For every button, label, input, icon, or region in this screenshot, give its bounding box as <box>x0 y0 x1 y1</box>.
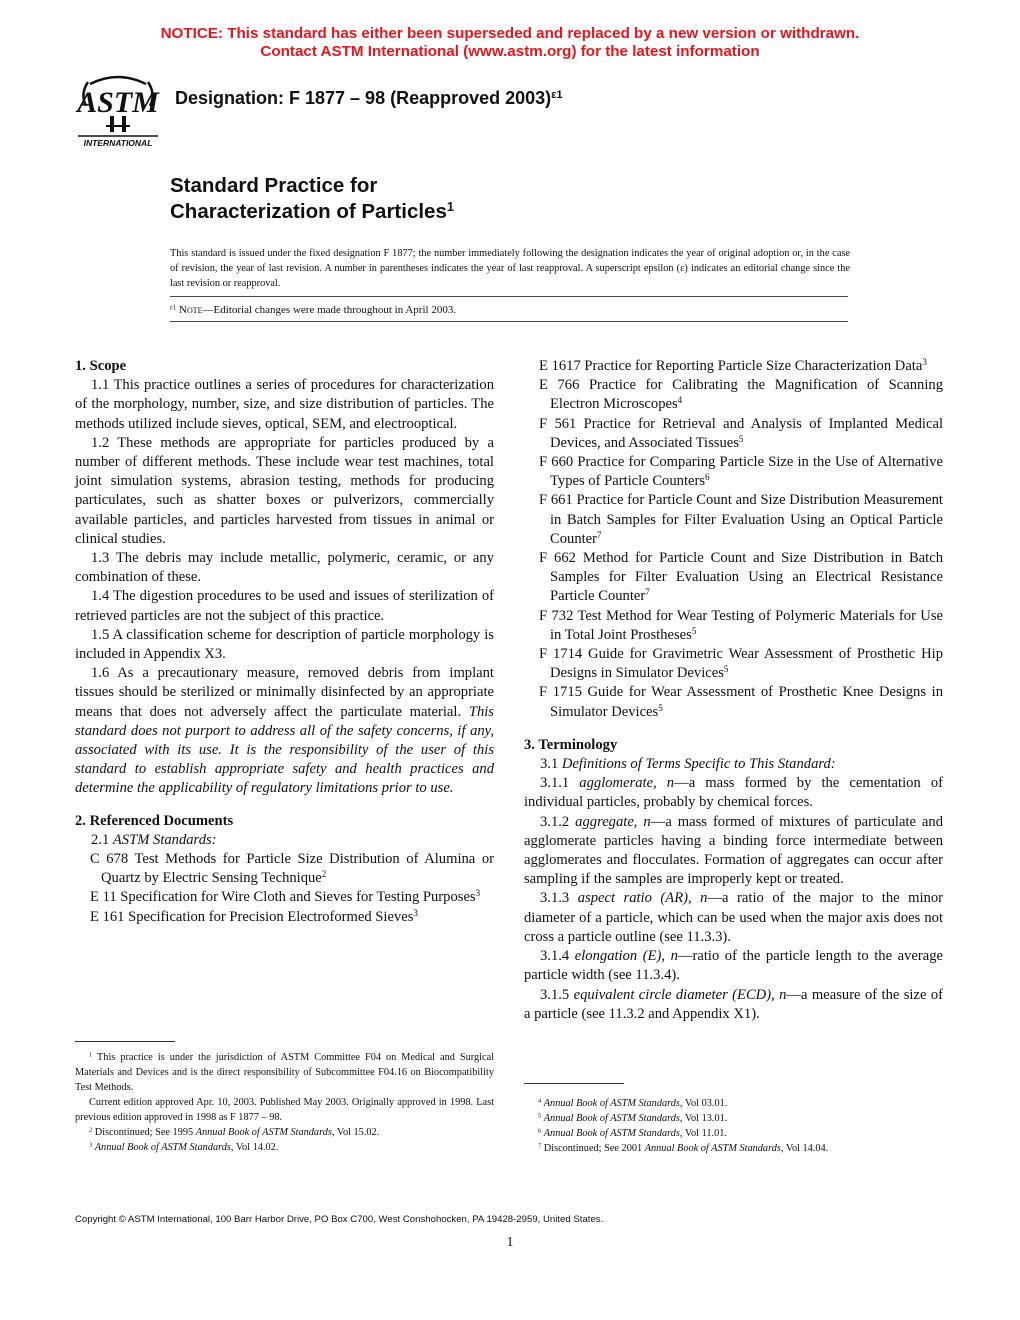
logo-letters: ASTM <box>77 86 159 119</box>
reference-e766-sup: 4 <box>677 395 683 406</box>
reference-f1715-sup: 5 <box>658 702 663 713</box>
definition-num: 3.1.1 <box>540 775 580 792</box>
paragraph-3-1-num: 3.1 <box>540 756 562 773</box>
notice-line-1: NOTICE: This standard has either been superseded and replaced by a new version or withdrawn. <box>160 25 860 42</box>
definition-text: —a mass formed of mixtures of particulate and agglomerate particles having a binding force intermediate between agglomerates and flocculates. Formation of aggregates can occur after sampling if the samples are improperly kept or treated. <box>524 813 943 888</box>
reference-f561-text: F 561 Practice for Retrieval and Analysis of Implanted Medical Devices, and Associated Tissues <box>539 415 943 451</box>
paragraph-2-1-num: 2.1 <box>91 831 113 848</box>
footnote-6 <box>524 1126 943 1141</box>
reference-f561-sup: 5 <box>738 433 744 444</box>
reference-c678 <box>90 850 494 888</box>
definition-agglomerate <box>524 774 943 812</box>
definition-num: 3.1.5 <box>540 986 574 1003</box>
definition-term: aggregate, n <box>575 813 651 830</box>
footnote-7 <box>524 1141 943 1156</box>
title-sup: 1 <box>446 199 454 215</box>
copyright: Copyright © ASTM International, 100 Barr Harbor Drive, PO Box C700, West Conshohocken, PA 19428-2959, United States. <box>75 1214 604 1225</box>
definition-term: equivalent circle diameter (ECD), n <box>573 986 787 1003</box>
reference-f660-text: F 660 Practice for Comparing Particle Size in the Use of Alternative Types of Particle Counters <box>539 454 943 490</box>
footnote-1 <box>75 1050 494 1095</box>
astm-logo-icon <box>72 70 164 152</box>
footnote-sup: 5 <box>538 1112 542 1120</box>
paragraph-1-6-text: 1.6 As a precautionary measure, removed debris from implant tissues should be sterilized or minimally disinfected by an appropriate means that does not adversely affect the particulate material. <box>75 665 494 720</box>
reference-f732 <box>539 607 943 645</box>
footnote-4 <box>524 1096 943 1111</box>
footnote-book: Annual Book of ASTM Standards <box>195 1127 332 1138</box>
page-title <box>170 173 454 225</box>
left-column <box>75 357 494 927</box>
paragraph-1-2: 1.2 These methods are appropriate for particles produced by a number of different methods. These include wear test machines, total joint simulation systems, abrasion testing, methods for producing particulates, such as shatter boxes or pulverizors, commercially available particles, and particles harvested from tissues in animal or clinical studies. <box>75 434 494 547</box>
page-number: 1 <box>506 1235 514 1250</box>
reference-f1714-text: F 1714 Guide for Gravimetric Wear Assessment of Prosthetic Hip Designs in Simulator Devices <box>539 646 943 682</box>
paragraph-1-5: 1.5 A classification scheme for description of particle morphology is included in Appendix X3. <box>75 626 494 663</box>
footnote-book: Annual Book of ASTM Standards <box>543 1113 680 1124</box>
footnote-book: Annual Book of ASTM Standards <box>644 1143 781 1154</box>
footnote-vol: , Vol 13.01. <box>679 1113 728 1124</box>
divider <box>170 321 848 322</box>
footnote-5 <box>524 1111 943 1126</box>
footnote-vol: , Vol 15.02. <box>331 1127 380 1138</box>
footnote-sup: 2 <box>89 1126 93 1134</box>
footnote-sup: 4 <box>538 1097 542 1105</box>
reference-e766 <box>539 376 943 414</box>
footnote-book: Annual Book of ASTM Standards <box>94 1142 231 1153</box>
designation <box>175 88 563 109</box>
safety-caveat: This standard does not purport to address all of the safety concerns, if any, associated with its use. It is the responsibility of the user of this standard to establish appropriate safety and health practices and determine the applicability of regulatory limitations prior to use. <box>75 703 494 797</box>
footnote-sup: 6 <box>538 1127 542 1135</box>
paragraph-1-3: 1.3 The debris may include metallic, polymeric, ceramic, or any combination of these. <box>75 550 494 586</box>
definition-num: 3.1.2 <box>540 813 576 830</box>
reference-f660-sup: 6 <box>705 472 710 483</box>
footnote-sup: 1 <box>89 1051 93 1059</box>
reference-e1617-sup: 3 <box>922 357 927 368</box>
footnote-text: Discontinued; See 2001 <box>543 1143 645 1154</box>
footnote-divider <box>75 1041 175 1042</box>
definition-text: —ratio of the particle length to the average particle width (see 11.3.4). <box>524 948 943 984</box>
reference-f662 <box>539 549 943 607</box>
reference-e1617-text: E 1617 Practice for Reporting Particle Size Characterization Data <box>539 358 923 374</box>
reference-e11-text: E 11 Specification for Wire Cloth and Sieves for Testing Purposes <box>90 889 476 906</box>
reference-c678-sup: 2 <box>321 869 327 880</box>
reference-e11 <box>90 888 494 907</box>
scope-heading: 1. Scope <box>75 358 127 374</box>
note-sup: ε1 <box>170 304 177 312</box>
footnote-vol: , Vol 14.04. <box>780 1143 829 1154</box>
withdrawal-notice <box>0 25 1020 61</box>
footnote-vol: , Vol 03.01. <box>679 1098 728 1109</box>
issued-statement: This standard is issued under the fixed designation F 1877; the number immediately following the designation indicates the year of original adoption or, in the case of revision, the year of last revision. A number in parentheses indicates the year of last reapproval. A superscript epsilon (ε) indicates an editorial change since the last revision or reapproval. <box>170 248 850 289</box>
footnote-sup: 3 <box>89 1141 93 1149</box>
definition-ecd <box>524 986 943 1024</box>
definition-text: —a ratio of the major to the minor diameter of a particle, which can be used when the major axis does not cross a particle outline (see 11.3.3). <box>524 890 943 945</box>
reference-f661 <box>539 491 943 549</box>
terminology-heading: 3. Terminology <box>524 736 618 753</box>
paragraph-3-1 <box>524 755 943 774</box>
note-label: Note <box>179 304 203 316</box>
reference-f732-text: F 732 Test Method for Wear Testing of Polymeric Materials for Use in Total Joint Prostheses <box>539 607 943 643</box>
footnote-2 <box>75 1125 494 1140</box>
footnote-book: Annual Book of ASTM Standards <box>543 1128 680 1139</box>
designation-sup: ε1 <box>551 88 563 101</box>
reference-f661-sup: 7 <box>597 529 602 540</box>
definition-elongation <box>524 947 943 985</box>
footnote-text: This practice is under the jurisdiction of ASTM Committee F04 on Medical and Surgical Materials and Devices and is the direct responsibility of Subcommittee F04.16 on Biocompatibility Test Methods. <box>75 1052 495 1093</box>
footnote-vol: , Vol 11.01. <box>679 1128 727 1139</box>
reference-f661-text: F 661 Practice for Particle Count and Size Distribution Measurement in Batch Samples for Filter Evaluation Using an Optical Particle Counter <box>539 492 943 547</box>
title-line-2: Characterization of Particles <box>170 200 447 223</box>
reference-e766-text: E 766 Practice for Calibrating the Magnification of Scanning Electron Microscopes <box>539 377 943 413</box>
definition-num: 3.1.3 <box>540 890 578 907</box>
footnote-divider <box>524 1083 624 1084</box>
footnote-vol: , Vol 14.02. <box>230 1142 279 1153</box>
logo-label: INTERNATIONAL <box>83 138 153 148</box>
referenced-heading: 2. Referenced Documents <box>75 812 234 829</box>
reference-e1617 <box>539 357 943 376</box>
reference-f561 <box>539 415 943 453</box>
reference-f662-text: F 662 Method for Particle Count and Size Distribution in Batch Samples for Filter Evaluation Using an Electrical Resistance Particle Counter <box>539 550 943 605</box>
editorial-note <box>170 304 456 316</box>
definition-term: elongation (E), n <box>574 948 678 965</box>
reference-e161-sup: 3 <box>413 907 418 918</box>
footnote-3 <box>75 1140 494 1155</box>
footnote-1-edition: Current edition approved Apr. 10, 2003. Published May 2003. Originally approved in 1998. Last previous edition approved in 1998 as F 1877 – 98. <box>75 1097 494 1123</box>
paragraph-3-1-label: Definitions of Terms Specific to This Standard: <box>561 756 836 773</box>
definition-term: aspect ratio (AR), n <box>577 890 708 907</box>
reference-f662-sup: 7 <box>645 587 650 598</box>
footnotes-left <box>75 1050 494 1155</box>
right-column <box>524 357 943 1024</box>
reference-f732-sup: 5 <box>691 625 697 636</box>
designation-text: Designation: F 1877 – 98 (Reapproved 2003) <box>175 88 552 108</box>
reference-f660 <box>539 453 943 491</box>
paragraph-1-4: 1.4 The digestion procedures to be used and issues of sterilization of retrieved particles are not the subject of this practice. <box>75 588 494 624</box>
paragraph-1-1: 1.1 This practice outlines a series of procedures for characterization of the morphology, number, size, and size distribution of particles. The methods utilized include sieves, optical, SEM, and electrooptical. <box>75 377 494 432</box>
reference-e161 <box>90 908 494 927</box>
footnote-text: Discontinued; See 1995 <box>94 1127 196 1138</box>
reference-f1715 <box>539 683 943 721</box>
definition-term: agglomerate, n <box>579 775 675 792</box>
paragraph-1-6 <box>75 664 494 798</box>
reference-e11-sup: 3 <box>475 888 481 899</box>
reference-f1715-text: F 1715 Guide for Wear Assessment of Prosthetic Knee Designs in Simulator Devices <box>539 684 943 720</box>
definition-aspect-ratio <box>524 889 943 947</box>
definition-num: 3.1.4 <box>540 948 575 965</box>
footnote-sup: 7 <box>538 1142 542 1150</box>
paragraph-2-1 <box>75 831 494 850</box>
reference-e161-text: E 161 Specification for Precision Electroformed Sieves <box>90 908 414 925</box>
definition-text: —a mass formed by the cementation of individual particles, probably by chemical forces. <box>524 775 943 811</box>
footnote-book: Annual Book of ASTM Standards <box>543 1098 680 1109</box>
note-text: —Editorial changes were made throughout in April 2003. <box>202 304 457 316</box>
notice-line-2: Contact ASTM International (www.astm.org) for the latest information <box>260 43 760 60</box>
footnotes-right <box>524 1096 943 1156</box>
title-line-1: Standard Practice for <box>170 174 378 197</box>
reference-c678-text: C 678 Test Methods for Particle Size Distribution of Alumina or Quartz by Electric Sensing Technique <box>90 851 494 887</box>
reference-f1714 <box>539 645 943 683</box>
definition-aggregate <box>524 813 943 890</box>
definition-text: —a measure of the size of a particle (see 11.3.2 and Appendix X1). <box>524 986 943 1022</box>
reference-f1714-sup: 5 <box>723 664 729 675</box>
divider <box>170 296 848 297</box>
paragraph-2-1-label: ASTM Standards: <box>112 831 217 848</box>
